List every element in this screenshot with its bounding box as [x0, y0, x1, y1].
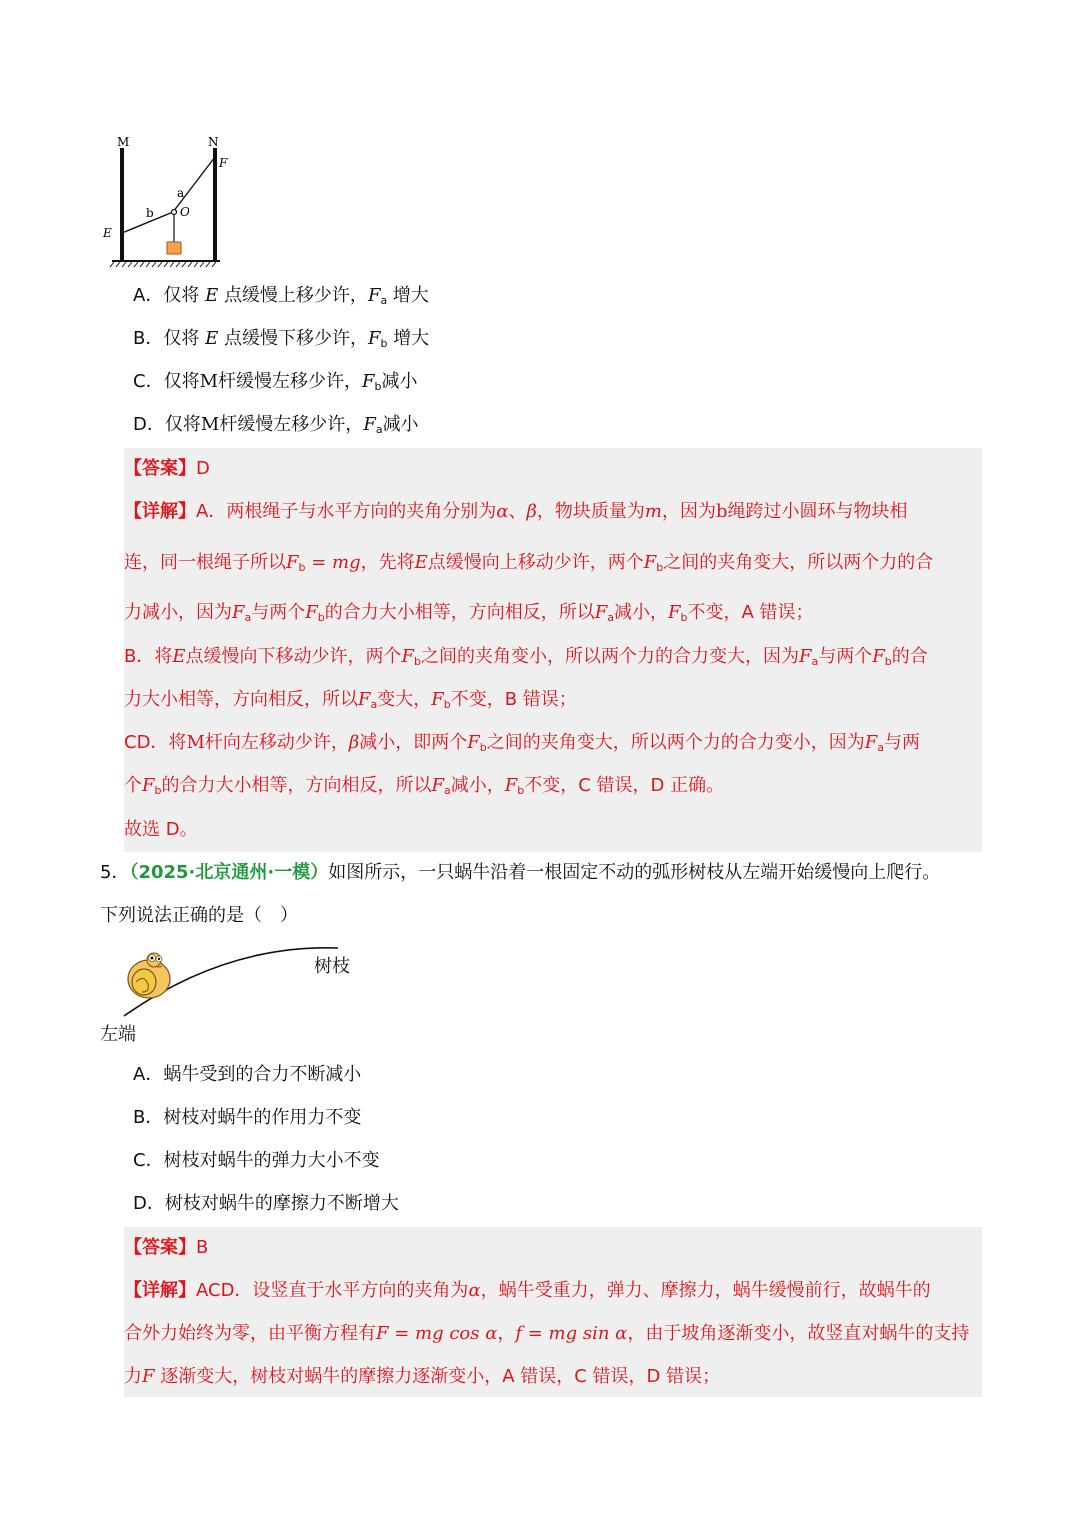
q5-option-d[interactable]: D．树枝对蜗牛的摩擦力不断增大	[133, 1193, 399, 1214]
q4-detail-line-2: 连，同一根绳子所以$F_b$ = mg，先将E点缓慢向上移动少许，两个$F_b$之间的夹角变大，所以两个力的合	[124, 552, 934, 574]
q4-detail-line-5: 力大小相等，方向相反，所以$F_a$变大，$F_b$不变，B 错误；	[124, 689, 577, 711]
block	[167, 242, 181, 254]
label-o: O	[180, 205, 190, 219]
q4-option-a[interactable]: A．仅将 E 点缓慢上移少许，$F_a$ 增大	[133, 285, 429, 307]
label-n: N	[208, 135, 219, 149]
ring-o	[172, 210, 177, 215]
q4-detail-line-7: 个$F_b$的合力大小相等，方向相反，所以$F_a$减小，$F_b$不变，C 错误，D 正确。	[124, 775, 725, 797]
q4-detail-line-6: CD．将M杆向左移动少许，β减小，即两个$F_b$之间的夹角变大，所以两个力的合力变小，因为$F_a$与两	[124, 732, 921, 754]
q5-option-b[interactable]: B．树枝对蜗牛的作用力不变	[133, 1107, 362, 1128]
q5-detail-line-2: 合外力始终为零，由平衡方程有F = mg cos α，f = mg sin α，由于坡角逐渐变小，故竖直对蜗牛的支持	[124, 1323, 970, 1344]
label-a: a	[177, 186, 185, 200]
branch-label: 树枝	[314, 956, 350, 977]
q4-option-b[interactable]: B．仅将 E 点缓慢下移少许，$F_b$ 增大	[133, 328, 430, 350]
q4-detail-line-4: B．将E点缓慢向下移动少许，两个$F_b$之间的夹角变小，所以两个力的合力变大，因为$F_a$与两个$F_b$的合	[124, 646, 928, 668]
q5-source: （2025·北京通州·一模）	[129, 862, 329, 883]
rope-a	[173, 157, 215, 212]
label-f: F	[219, 156, 228, 170]
q4-detail-line-1: 【详解】A．两根绳子与水平方向的夹角分别为α、β，物块质量为m，因为b绳跨过小圆环与物块相	[124, 501, 908, 522]
q5-option-c[interactable]: C．树枝对蜗牛的弹力大小不变	[133, 1150, 380, 1171]
q5-stem-line-2: 下列说法正确的是（ ）	[100, 905, 298, 926]
label-b: b	[146, 206, 154, 220]
q5-option-a[interactable]: A．蜗牛受到的合力不断减小	[133, 1064, 362, 1085]
q5-detail-line-1: 【详解】ACD．设竖直于水平方向的夹角为α，蜗牛受重力，弹力、摩擦力，蜗牛缓慢前行，故蜗牛的	[124, 1280, 931, 1301]
label-m: M	[117, 135, 130, 149]
q5-detail-line-3: 力F 逐渐变大，树枝对蜗牛的摩擦力逐渐变小，A 错误，C 错误，D 错误；	[124, 1366, 721, 1387]
snail-icon	[128, 953, 170, 998]
left-end-label: 左端	[100, 1024, 136, 1045]
label-e: E	[103, 226, 112, 240]
snail-branch-diagram	[96, 940, 366, 1050]
q4-detail-line-3: 力减小，因为$F_a$与两个$F_b$的合力大小相等，方向相反，所以$F_a$减小，$F_b$不变，A 错误；	[124, 602, 814, 624]
q4-option-c[interactable]: C．仅将M杆缓慢左移少许，$F_b$减小	[133, 371, 418, 393]
q4-option-d[interactable]: D．仅将M杆缓慢左移少许，$F_a$减小	[133, 414, 419, 436]
q4-answer: 【答案】D	[124, 458, 210, 479]
q5-stem-line-1: 5．（2025·北京通州·一模）如图所示，一只蜗牛沿着一根固定不动的弧形树枝从左端开始缓慢向上爬行。	[100, 862, 941, 883]
q5-answer: 【答案】B	[124, 1237, 209, 1258]
q4-detail-line-8: 故选 D。	[124, 819, 198, 840]
rope-pulley-diagram	[100, 130, 230, 270]
